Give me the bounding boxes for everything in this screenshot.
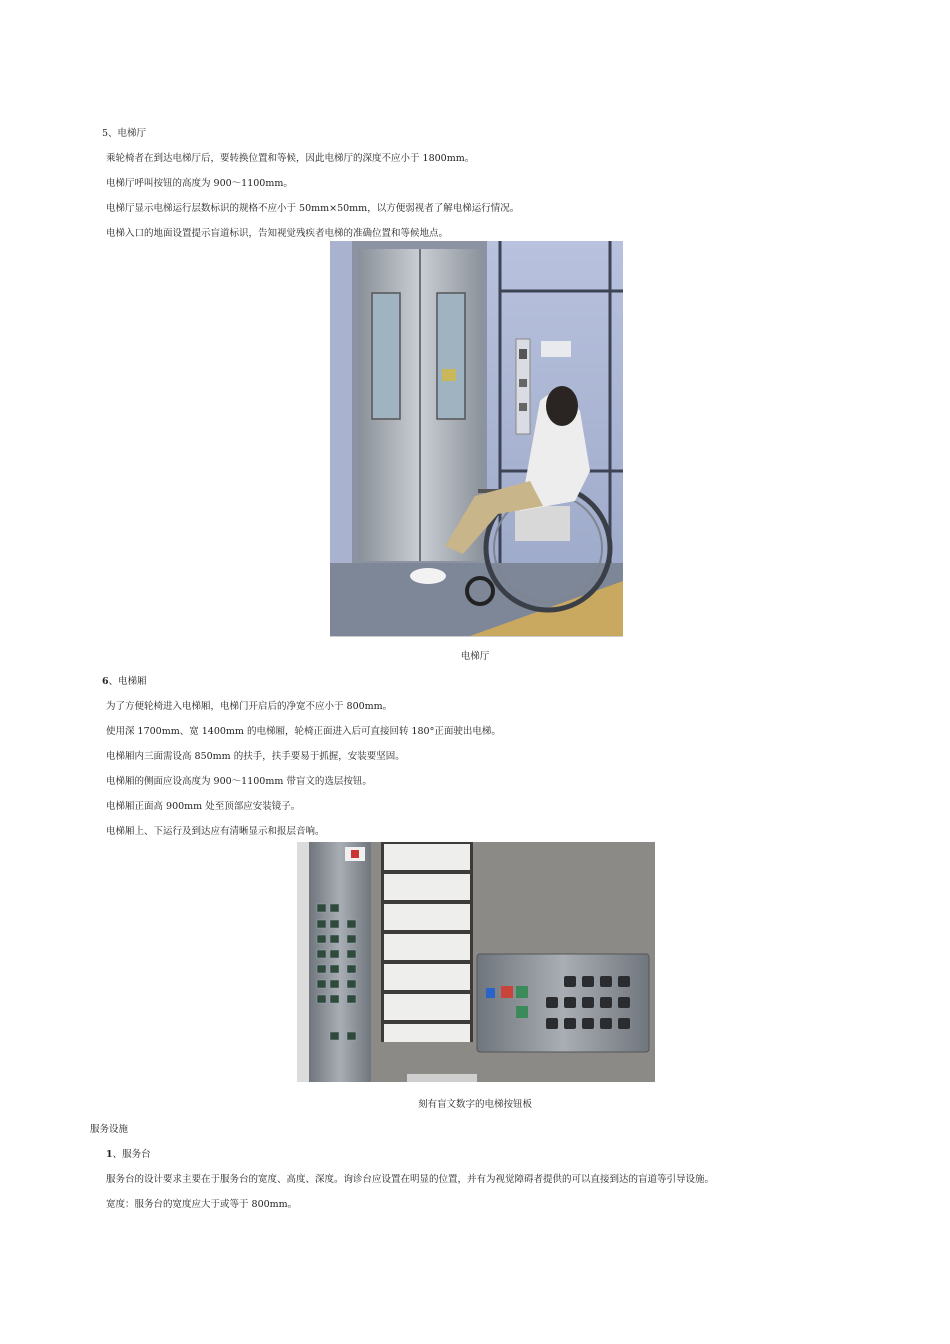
- section-6-paragraph-4: 电梯厢的侧面应设高度为 900～1100mm 带盲文的选层按钮。: [106, 776, 372, 787]
- section-5-heading: 5、电梯厅: [102, 128, 147, 139]
- service-desk-number: 1: [106, 1149, 113, 1160]
- service-desk-paragraph-1: 服务台的设计要求主要在于服务台的宽度、高度、深度。询诊台应设置在明显的位置，并有为视觉障碍者提供的可以直接到达的盲道等引导设施。: [106, 1174, 715, 1185]
- elevator-hall-photo: [330, 241, 623, 637]
- service-desk-heading: [106, 1149, 151, 1161]
- service-desk-paragraph-2: 宽度：服务台的宽度应大于或等于 800mm。: [106, 1199, 298, 1210]
- section-6-paragraph-1: 为了方便轮椅进入电梯厢，电梯门开启后的净宽不应小于 800mm。: [106, 701, 393, 712]
- section-5-paragraph-1: 乘轮椅者在到达电梯厅后，要转换位置和等候，因此电梯厅的深度不应小于 1800mm。: [106, 153, 475, 164]
- section-6-paragraph-5: 电梯厢正面高 900mm 处至顶部应安装镜子。: [106, 801, 301, 812]
- elevator-hall-caption: 电梯厅: [460, 651, 490, 662]
- section-5-paragraph-4: 电梯入口的地面设置提示盲道标识，告知视觉残疾者电梯的准确位置和等候地点。: [106, 228, 449, 239]
- section-6-paragraph-3: 电梯厢内三面需设高 850mm 的扶手，扶手要易于抓握，安装要坚固。: [106, 751, 405, 762]
- section-5-paragraph-3: 电梯厅显示电梯运行层数标识的规格不应小于 50mm×50mm，以方便弱视者了解电梯运行情况。: [106, 203, 520, 214]
- braille-button-panel-photo: [297, 842, 655, 1082]
- section-6-number: 6: [102, 676, 109, 687]
- section-6-paragraph-6: 电梯厢上、下运行及到达应有清晰显示和报层音响。: [106, 826, 325, 837]
- button-panel-caption: 刻有盲文数字的电梯按钮板: [417, 1099, 532, 1110]
- section-5-paragraph-2: 电梯厅呼叫按钮的高度为 900～1100mm。: [106, 178, 293, 189]
- service-desk-title: 、服务台: [112, 1149, 151, 1160]
- section-6-heading: [102, 676, 147, 688]
- section-6-paragraph-2: 使用深 1700mm、宽 1400mm 的电梯厢，轮椅正面进入后可直接回转 180°正面驶出电梯。: [106, 726, 501, 737]
- section-6-title: 、电梯厢: [108, 676, 147, 687]
- service-facilities-title: 服务设施: [90, 1124, 129, 1135]
